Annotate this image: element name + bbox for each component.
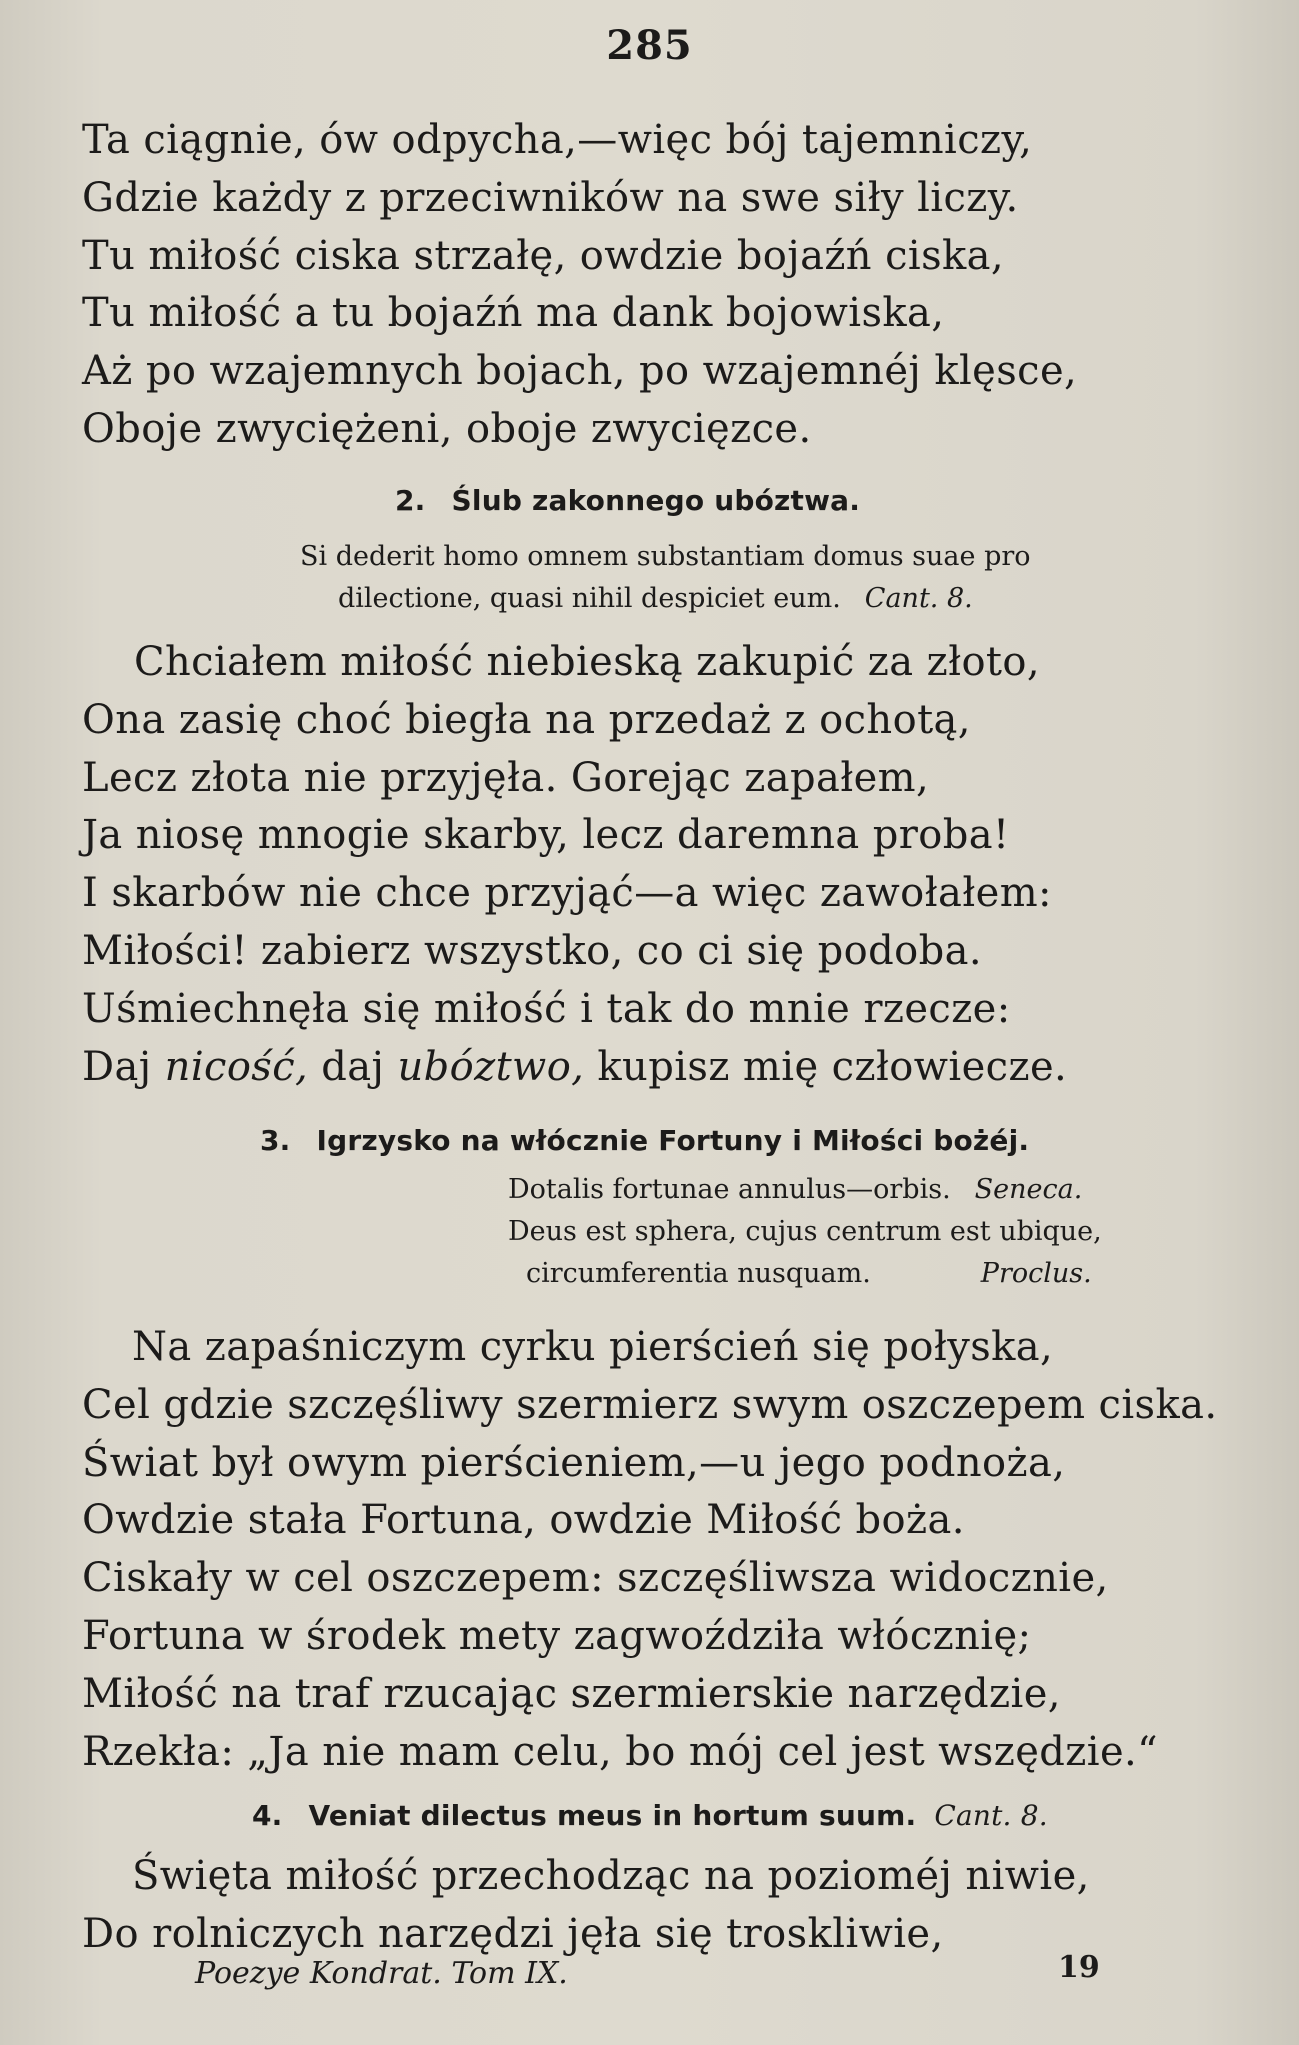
verse-line: Oboje zwyciężeni, oboje zwycięzce. <box>82 405 812 452</box>
epigraph-line <box>508 1253 1102 1295</box>
footer-signature: Poezye Kondrat. Tom IX. <box>195 1956 568 1991</box>
emphasized-word: nicość, <box>164 1043 309 1090</box>
page-number: 285 <box>606 22 693 69</box>
verse-line: Chciałem miłość niebieską zakupić za złoto, <box>134 639 1041 685</box>
verse-line: Ona zasię choć biegła na przedaż z ochotą, <box>82 696 971 743</box>
verse-line: Miłość na traf rzucając szermierskie narzędzie, <box>82 1670 1061 1717</box>
verse-word: daj <box>321 1043 385 1090</box>
verse-line: Owdzie stała Fortuna, owdzie Miłość boża. <box>82 1497 965 1544</box>
verse-line: Aż po wzajemnych bojach, po wzajemnéj klęsce, <box>82 348 1078 395</box>
section-2-heading <box>395 484 860 517</box>
verse-line: Do rolniczych narzędzi jęła się troskliwie, <box>82 1910 944 1957</box>
verse-line: Tu miłość ciska strzałę, owdzie bojaźń ciska, <box>82 232 1005 279</box>
section-4-heading <box>252 1799 1048 1832</box>
verse-line: Miłości! zabierz wszystko, co ci się podoba. <box>82 927 982 974</box>
epigraph-reference: Proclus. <box>980 1258 1092 1289</box>
epigraph-reference: Seneca. <box>974 1174 1083 1205</box>
section-number: 3. <box>260 1124 291 1157</box>
section-title: Igrzysko na włócznie Fortuny i Miłości bożéj. <box>316 1124 1030 1157</box>
section-2-epigraph <box>300 536 1031 620</box>
section-3-heading <box>260 1124 1029 1157</box>
epigraph-reference: Cant. 8. <box>864 583 973 614</box>
verse-line: Tu miłość a tu bojaźń ma dank bojowiska, <box>82 290 945 337</box>
epigraph-text: Dotalis fortunae annulus—orbis. <box>508 1174 951 1205</box>
epigraph-text: dilectione, quasi nihil despiciet eum. <box>338 583 841 614</box>
epigraph-line: Deus est sphera, cujus centrum est ubique, <box>508 1216 1102 1247</box>
verse-line: Fortuna w środek mety zagwoździła włócznię; <box>82 1612 1032 1659</box>
verse-word: kupisz mię człowiecze. <box>597 1043 1068 1090</box>
verse-line: Lecz złota nie przyjęła. Gorejąc zapałem, <box>82 754 930 801</box>
epigraph-line: Si dederit homo omnem substantiam domus suae pro <box>300 541 1031 572</box>
verse-line: Na zapaśniczym cyrku pierścień się połyska, <box>132 1324 1054 1370</box>
section-reference: Cant. 8. <box>934 1799 1048 1832</box>
stanza-1 <box>82 112 1252 459</box>
verse-line: Ja niosę mnogie skarby, lecz daremna proba! <box>82 812 1010 859</box>
verse-word: Daj <box>82 1043 152 1090</box>
section-number: 4. <box>252 1799 283 1832</box>
verse-line: Gdzie każdy z przeciwników na swe siły liczy. <box>82 174 1019 221</box>
verse-line <box>82 1039 1252 1097</box>
sheet-number: 19 <box>1058 1950 1100 1985</box>
epigraph-text: circumferentia nusquam. <box>526 1258 871 1289</box>
verse-line: Ciskały w cel oszczepem: szczęśliwsza widocznie, <box>82 1555 1109 1602</box>
section-number: 2. <box>395 484 426 517</box>
verse-line: I skarbów nie chce przyjąć—a więc zawołałem: <box>82 870 1052 917</box>
stanza-4 <box>82 1848 1252 1964</box>
stanza-2 <box>82 634 1252 1096</box>
verse-line: Uśmiechnęła się miłość i tak do mnie rzecze: <box>82 985 1011 1032</box>
epigraph-line <box>300 578 1031 620</box>
verse-line: Rzekła: „Ja nie mam celu, bo mój cel jest wszędzie.“ <box>82 1728 1158 1775</box>
emphasized-word: ubóztwo, <box>397 1043 585 1090</box>
verse-line: Święta miłość przechodząc na pozioméj niwie, <box>132 1853 1090 1899</box>
epigraph-line <box>508 1169 1102 1211</box>
verse-line: Ta ciągnie, ów odpycha,—więc bój tajemniczy, <box>82 117 1033 163</box>
verse-line: Cel gdzie szczęśliwy szermierz swym oszczepem ciska. <box>82 1381 1218 1428</box>
verse-line: Świat był owym pierścieniem,—u jego podnoża, <box>82 1439 1066 1486</box>
section-title: Veniat dilectus meus in hortum suum. <box>308 1799 917 1832</box>
stanza-3 <box>82 1319 1252 1781</box>
section-3-epigraph <box>508 1169 1102 1295</box>
section-title: Ślub zakonnego ubóztwa. <box>451 484 861 517</box>
